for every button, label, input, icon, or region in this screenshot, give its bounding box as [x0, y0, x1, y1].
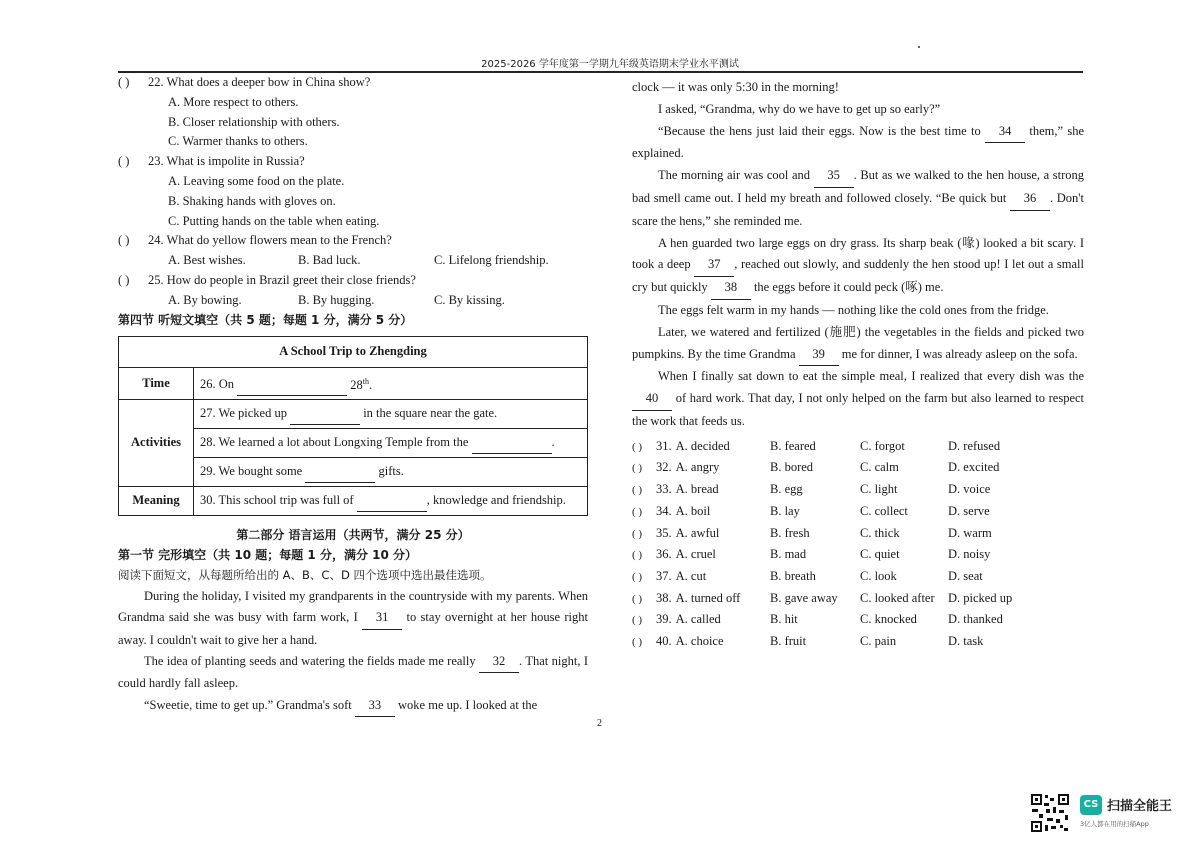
- choice-a-text: A. called: [675, 612, 721, 627]
- question-25: [118, 271, 588, 291]
- scanner-tagline: 3亿人都在用的扫描App: [1080, 820, 1149, 828]
- option: B. By hugging.: [298, 292, 375, 307]
- q28-cell: 28. We learned a lot about Longxing Temple from the .: [194, 429, 588, 458]
- answer-blank[interactable]: [305, 462, 375, 483]
- answer-blank[interactable]: [237, 376, 347, 397]
- choice-c: C. knocked: [860, 612, 917, 627]
- answer-blank[interactable]: [472, 433, 552, 454]
- choice-a: [656, 458, 770, 478]
- choice-a-text: A. choice: [675, 633, 724, 648]
- choice-c: C. pain: [860, 633, 897, 648]
- option: B. Closer relationship with others.: [168, 114, 340, 129]
- choice-a: [656, 502, 770, 522]
- q30-cell: 30. This school trip was full of , knowledge and friendship.: [194, 487, 588, 516]
- choice-d: D. thanked: [948, 612, 1003, 627]
- option: B. Bad luck.: [298, 253, 361, 268]
- answer-bracket[interactable]: ( ): [118, 272, 130, 287]
- choice-number: 38.: [656, 590, 672, 605]
- instruction: 阅读下面短文，从每题所给出的 A、B、C、D 四个选项中选出最佳选项。: [118, 567, 492, 582]
- time-label: Time: [119, 368, 194, 400]
- trip-table: [118, 336, 588, 516]
- choice-b: B. egg: [770, 482, 803, 497]
- choice-b: B. gave away: [770, 590, 838, 605]
- question-22: [118, 73, 588, 93]
- choice-c: C. thick: [860, 525, 900, 540]
- choice-number: 40.: [656, 633, 672, 648]
- option: C. By kissing.: [434, 292, 505, 307]
- answer-blank[interactable]: [357, 491, 427, 512]
- choice-a: [656, 437, 770, 457]
- cloze-blank: 36: [1010, 188, 1050, 211]
- option: A. Leaving some food on the plate.: [168, 173, 345, 188]
- choice-b: B. breath: [770, 568, 816, 583]
- passage-paragraph: “Because the hens just laid their eggs. Now is the best time to 34 them,” she explained.: [632, 121, 1084, 166]
- choice-a-text: A. cut: [675, 568, 707, 583]
- question-stem: 22. What does a deeper bow in China show?: [148, 75, 371, 89]
- choice-c: C. light: [860, 482, 898, 497]
- option: C. Lifelong friendship.: [434, 253, 549, 268]
- cloze-blank: 40: [632, 388, 672, 411]
- choice-b: B. feared: [770, 438, 816, 453]
- cloze-blank: 31: [362, 607, 402, 629]
- choice-row: [632, 589, 1084, 611]
- choice-b: B. fruit: [770, 633, 807, 648]
- choice-a-text: A. decided: [675, 438, 730, 453]
- passage-paragraph: The morning air was cool and 35 . But as we walked to the hen house, a strong bad smell came out. I held my breath and followed closely. “Be quick but 36 . Don't scare the hens,” she reminded me.: [632, 165, 1084, 232]
- choice-d: D. excited: [948, 460, 1000, 475]
- choice-number: 39.: [656, 612, 672, 627]
- choice-number: 33.: [656, 482, 672, 497]
- answer-bracket[interactable]: ( ): [632, 570, 643, 583]
- question-stem: 24. What do yellow flowers mean to the French?: [148, 233, 392, 248]
- section-4-title: 第四节 听短文填空（共 5 题；每题 1 分，满分 5 分）: [118, 312, 413, 327]
- option: A. More respect to others.: [168, 94, 299, 109]
- choice-row: [632, 458, 1084, 480]
- choice-a: [656, 632, 770, 652]
- choice-b: B. lay: [770, 503, 800, 518]
- choice-a: [656, 545, 770, 565]
- choice-a: [656, 589, 770, 609]
- choice-c: C. collect: [860, 503, 908, 518]
- choice-a-text: A. awful: [675, 525, 720, 540]
- question-stem: 25. How do people in Brazil greet their close friends?: [148, 272, 416, 287]
- choice-row: [632, 502, 1084, 524]
- choice-row: [632, 610, 1084, 632]
- q27-cell: 27. We picked up in the square near the gate.: [194, 400, 588, 429]
- part-2-title: 第二部分 语言运用（共两节，满分 25 分）: [236, 528, 470, 543]
- inline-options: [118, 251, 588, 271]
- cloze-blank: 32: [479, 651, 519, 673]
- option: A. By bowing.: [168, 292, 242, 307]
- scanner-app-name: 扫描全能王: [1107, 799, 1173, 814]
- cloze-blank: 38: [711, 277, 751, 300]
- choice-c: C. calm: [860, 460, 899, 475]
- choice-row: [632, 545, 1084, 567]
- choice-d: D. seat: [948, 568, 983, 583]
- choice-a: [656, 524, 770, 544]
- choice-d: D. serve: [948, 503, 990, 518]
- answer-blank[interactable]: [290, 404, 360, 425]
- activities-label: Activities: [119, 400, 194, 487]
- choice-d: D. refused: [948, 438, 1001, 453]
- choice-a-text: A. boil: [675, 503, 711, 518]
- answer-bracket[interactable]: ( ): [118, 75, 130, 89]
- answer-bracket[interactable]: ( ): [632, 462, 643, 475]
- question-23: [118, 152, 588, 172]
- answer-bracket[interactable]: ( ): [632, 614, 643, 627]
- answer-bracket[interactable]: ( ): [118, 154, 130, 169]
- option: A. Best wishes.: [168, 253, 246, 268]
- inline-options: [118, 291, 588, 311]
- choice-b: B. hit: [770, 612, 798, 627]
- camscanner-logo-icon: CS: [1080, 795, 1102, 815]
- choice-row: [632, 524, 1084, 546]
- choice-number: 37.: [656, 568, 672, 583]
- passage-paragraph: “Sweetie, time to get up.” Grandma's soft 33 woke me up. I looked at the: [118, 695, 588, 717]
- passage-paragraph: A hen guarded two large eggs on dry grass. Its sharp beak (喙) looked a bit scary. I took a deep 37 , reached out slowly, and suddenly the hen stood up! I let out a small cry but quickly 38 the eggs before it could peck (啄) me.: [632, 233, 1084, 300]
- option: C. Warmer thanks to others.: [168, 134, 308, 149]
- answer-bracket[interactable]: ( ): [632, 440, 643, 453]
- passage-paragraph: When I finally sat down to eat the simple meal, I realized that every dish was the 40 of hard work. That day, I not only helped on the farm but also learned to respect the work that feeds us.: [632, 369, 1085, 428]
- choice-a-text: A. turned off: [675, 590, 741, 605]
- choice-d: D. voice: [948, 482, 991, 497]
- meaning-label: Meaning: [119, 487, 194, 516]
- qr-code-icon: [1030, 793, 1070, 833]
- choice-b: B. bored: [770, 460, 814, 475]
- choice-d: D. task: [948, 633, 984, 648]
- scan-speck: [918, 46, 920, 48]
- choice-a: [656, 567, 770, 587]
- choice-d: D. noisy: [948, 547, 991, 562]
- cloze-blank: 33: [355, 695, 395, 717]
- choice-a-text: A. cruel: [675, 547, 716, 562]
- q29-cell: 29. We bought some gifts.: [194, 458, 588, 487]
- passage-paragraph: During the holiday, I visited my grandparents in the countryside with my parents. When Grandma said she was busy with farm work, I 31 to stay overnight at her house right away. I couldn't wait to give her a hand.: [118, 588, 589, 647]
- choice-a: [656, 610, 770, 630]
- choice-number: 34.: [656, 503, 672, 518]
- answer-bracket[interactable]: ( ): [632, 635, 643, 648]
- passage-paragraph: I asked, “Grandma, why do we have to get up so early?”: [658, 101, 941, 116]
- answer-bracket[interactable]: ( ): [118, 233, 130, 248]
- cloze-blank: 34: [985, 121, 1025, 144]
- option: B. Shaking hands with gloves on.: [168, 193, 336, 208]
- cloze-choices: [632, 437, 1084, 654]
- choice-b: B. fresh: [770, 525, 810, 540]
- option: C. Putting hands on the table when eating.: [168, 213, 380, 228]
- section-1-title: 第一节 完形填空（共 10 题；每题 1 分，满分 10 分）: [118, 548, 417, 563]
- answer-bracket[interactable]: ( ): [632, 484, 643, 497]
- choice-c: C. quiet: [860, 547, 900, 562]
- choice-number: 32.: [656, 460, 672, 475]
- choice-row: [632, 567, 1084, 589]
- page-number: 2: [597, 718, 602, 729]
- answer-bracket[interactable]: ( ): [632, 549, 643, 562]
- choice-a-text: A. bread: [675, 482, 719, 497]
- left-column: [118, 73, 588, 717]
- passage-paragraph: The idea of planting seeds and watering the fields made me really 32 . That night, I could hardly fall asleep.: [118, 651, 588, 695]
- choice-row: [632, 480, 1084, 502]
- choice-number: 31.: [656, 438, 672, 453]
- choice-a: [656, 480, 770, 500]
- passage-paragraph: Later, we watered and fertilized (施肥) the vegetables in the fields and picked two pumpkins. By the time Grandma 39 me for dinner, I was already asleep on the sofa.: [632, 322, 1084, 367]
- choice-row: [632, 632, 1084, 654]
- choice-c: C. looked after: [860, 590, 935, 605]
- passage-paragraph: The eggs felt warm in my hands — nothing like the cold ones from the fridge.: [658, 302, 1049, 317]
- choice-c: C. look: [860, 568, 897, 583]
- cloze-blank: 37: [694, 254, 734, 277]
- choice-a-text: A. angry: [675, 460, 720, 475]
- choice-number: 35.: [656, 525, 672, 540]
- choice-number: 36.: [656, 547, 672, 562]
- question-stem: 23. What is impolite in Russia?: [148, 154, 305, 169]
- choice-d: D. picked up: [948, 590, 1013, 605]
- page-header: 2025-2026 学年度第一学期九年级英语期末学业水平测试: [481, 59, 739, 70]
- answer-bracket[interactable]: ( ): [632, 527, 643, 540]
- answer-bracket[interactable]: ( ): [632, 592, 643, 605]
- cloze-blank: 39: [799, 344, 839, 367]
- cloze-blank: 35: [814, 165, 854, 188]
- choice-c: C. forgot: [860, 438, 905, 453]
- choice-row: [632, 437, 1084, 459]
- question-24: [118, 231, 588, 251]
- right-column: [632, 77, 1084, 654]
- choice-d: D. warm: [948, 525, 992, 540]
- q26-cell: 26. On 28th.: [194, 368, 588, 400]
- table-title: A School Trip to Zhengding: [119, 337, 588, 368]
- passage-paragraph: clock — it was only 5:30 in the morning!: [632, 80, 839, 94]
- choice-b: B. mad: [770, 547, 807, 562]
- answer-bracket[interactable]: ( ): [632, 505, 643, 518]
- scanner-watermark: [1030, 793, 1180, 833]
